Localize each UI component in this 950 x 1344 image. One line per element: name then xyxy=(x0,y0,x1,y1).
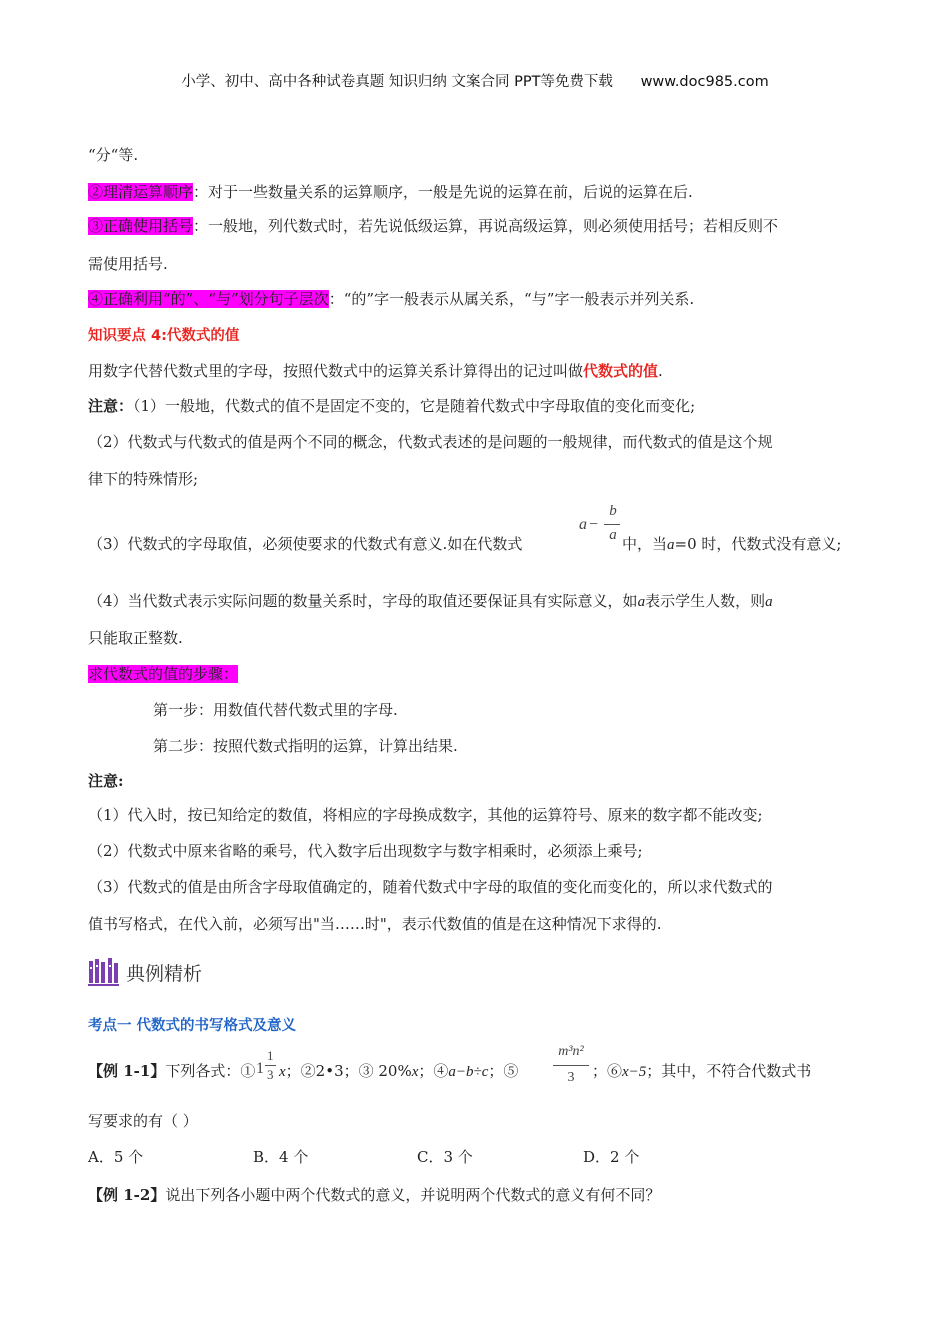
fraction-numerator: b xyxy=(609,503,617,519)
step-line: 第二步：按照代数式指明的运算，计算出结果. xyxy=(153,737,458,755)
section-title-text: 典例精析 xyxy=(126,962,203,985)
mixed-number-int: 1 xyxy=(256,1060,264,1077)
option-d: D．2 个 xyxy=(583,1148,640,1166)
text: （3）代数式的字母取值，必须使要求的代数式有意义.如在代数式 xyxy=(88,535,523,553)
operator: − xyxy=(589,516,599,533)
text: =0 时，代数式没有意义; xyxy=(674,535,842,553)
knowledge-point-heading: 知识要点 4:代数式的值 xyxy=(88,328,240,344)
note-line: （2）代数式中原来省略的乘号，代入数字后出现数字与数字相乘时，必须添上乘号; xyxy=(88,842,643,860)
fraction-denominator: a xyxy=(609,527,617,543)
definition-line xyxy=(88,360,663,382)
steps-heading xyxy=(88,663,238,685)
fraction-expression xyxy=(579,516,598,534)
note-line xyxy=(88,395,695,417)
text: . xyxy=(658,362,663,380)
note-line xyxy=(88,431,773,453)
text: 需使用括号. xyxy=(88,255,168,273)
text: 只能取正整数. xyxy=(88,629,183,647)
text: （1）一般地，代数式的值不是固定不变的，它是随着代数式中字母取值的变化而变化; xyxy=(133,397,696,415)
mixed-number-den: 3 xyxy=(267,1067,274,1082)
text: 表示学生人数，则 xyxy=(645,592,766,610)
variable: x xyxy=(279,1064,286,1080)
text: ；⑥ xyxy=(592,1062,623,1080)
note-line xyxy=(88,627,183,649)
variable: a xyxy=(667,537,675,553)
example-line-continued xyxy=(592,1060,811,1083)
option-c: C．3 个 xyxy=(417,1148,473,1166)
example-label: 【例 1-2】 xyxy=(88,1186,166,1204)
note-label: 注意： xyxy=(88,397,134,415)
highlight-text: ④正确利用“的”、“与”划分句子层次 xyxy=(88,290,329,308)
text: ：对于一些数量关系的运算顺序，一般是先说的运算在前，后说的运算在后. xyxy=(193,183,693,201)
fraction-numerator: m³n² xyxy=(558,1044,584,1059)
paragraph-line xyxy=(88,215,778,237)
text: ：一般地，列代数式时，若先说低级运算，再说高级运算，则必须使用括号；若相反则不 xyxy=(193,217,779,235)
note-line: 值书写格式，在代入前，必须写出"当……时"，表示代数值的值是在这种情况下求得的. xyxy=(88,915,662,933)
highlight-text: 求代数式的值的步骤： xyxy=(88,665,239,683)
note-line xyxy=(88,533,522,555)
exam-point-heading: 考点一 代数式的书写格式及意义 xyxy=(88,1018,297,1034)
note-line: （1）代入时，按已知给定的数值，将相应的字母换成数字，其他的运算符号、原来的数字都不能改变; xyxy=(88,806,763,824)
page-header: 小学、初中、高中各种试卷真题 知识归纳 文案合同 PPT等免费下载 www.doc985.com xyxy=(181,74,769,90)
variable: a xyxy=(765,594,773,610)
variable: x xyxy=(411,1064,419,1080)
text: 用数字代替代数式里的字母，按照代数式中的运算关系计算得出的记过叫做 xyxy=(88,362,584,380)
note-line-continued xyxy=(622,533,841,556)
paragraph-line xyxy=(88,253,168,275)
fraction-denominator: 3 xyxy=(567,1070,575,1085)
example-line-continued xyxy=(279,1060,518,1083)
text: ；④ xyxy=(418,1062,449,1080)
text: ；⑤ xyxy=(488,1062,519,1080)
note-label: 注意: xyxy=(88,772,124,790)
option-a: A．5 个 xyxy=(88,1148,144,1166)
option-b: B．4 个 xyxy=(253,1148,309,1166)
paragraph-line xyxy=(88,288,694,310)
example-line xyxy=(88,1184,660,1206)
note-line: （3）代数式的值是由所含字母取值确定的，随着代数式中字母的取值的变化而变化的，所以求代数式的 xyxy=(88,878,773,896)
text: 说出下列各小题中两个代数式的意义，并说明两个代数式的意义有何不同？ xyxy=(165,1186,661,1204)
step-line: 第一步：用数值代替代数式里的字母. xyxy=(153,701,398,719)
key-term: 代数式的值 xyxy=(583,362,659,380)
mixed-number-num: 1 xyxy=(267,1048,274,1063)
text: “分“等. xyxy=(88,146,139,164)
fraction-bar xyxy=(553,1065,589,1066)
note-line xyxy=(88,468,198,490)
paragraph-line xyxy=(88,181,693,203)
fraction-bar xyxy=(604,524,620,525)
text: （2）代数式与代数式的值是两个不同的概念，代数式表述的是问题的一般规律，而代数式的值是这个规 xyxy=(88,433,773,451)
variable: a xyxy=(637,594,646,610)
example-line: 写要求的有（ ） xyxy=(88,1112,198,1130)
highlight-text: ②理清运算顺序 xyxy=(88,183,194,201)
text: 律下的特殊情形; xyxy=(88,470,199,488)
example-line xyxy=(88,1060,255,1082)
expression: a−b÷c xyxy=(448,1064,489,1080)
text: 中，当 xyxy=(622,535,668,553)
fraction-bar xyxy=(265,1065,276,1066)
variable: a xyxy=(579,516,587,533)
text: ：“的”字一般表示从属关系，“与”字一般表示并列关系. xyxy=(328,290,695,308)
text: ；②2•3；③ 20% xyxy=(285,1062,412,1080)
example-label: 【例 1-1】 xyxy=(88,1062,166,1080)
section-title xyxy=(88,957,202,987)
highlight-text: ③正确使用括号 xyxy=(88,217,194,235)
expression: x−5 xyxy=(622,1064,647,1080)
note-line xyxy=(88,590,773,613)
text: ；其中，不符合代数式书 xyxy=(646,1062,812,1080)
text: （4）当代数式表示实际问题的数量关系时，字母的取值还要保证具有实际意义，如 xyxy=(88,592,638,610)
books-icon xyxy=(88,957,120,987)
text: 下列各式：① xyxy=(165,1062,256,1080)
paragraph-line xyxy=(88,144,138,166)
